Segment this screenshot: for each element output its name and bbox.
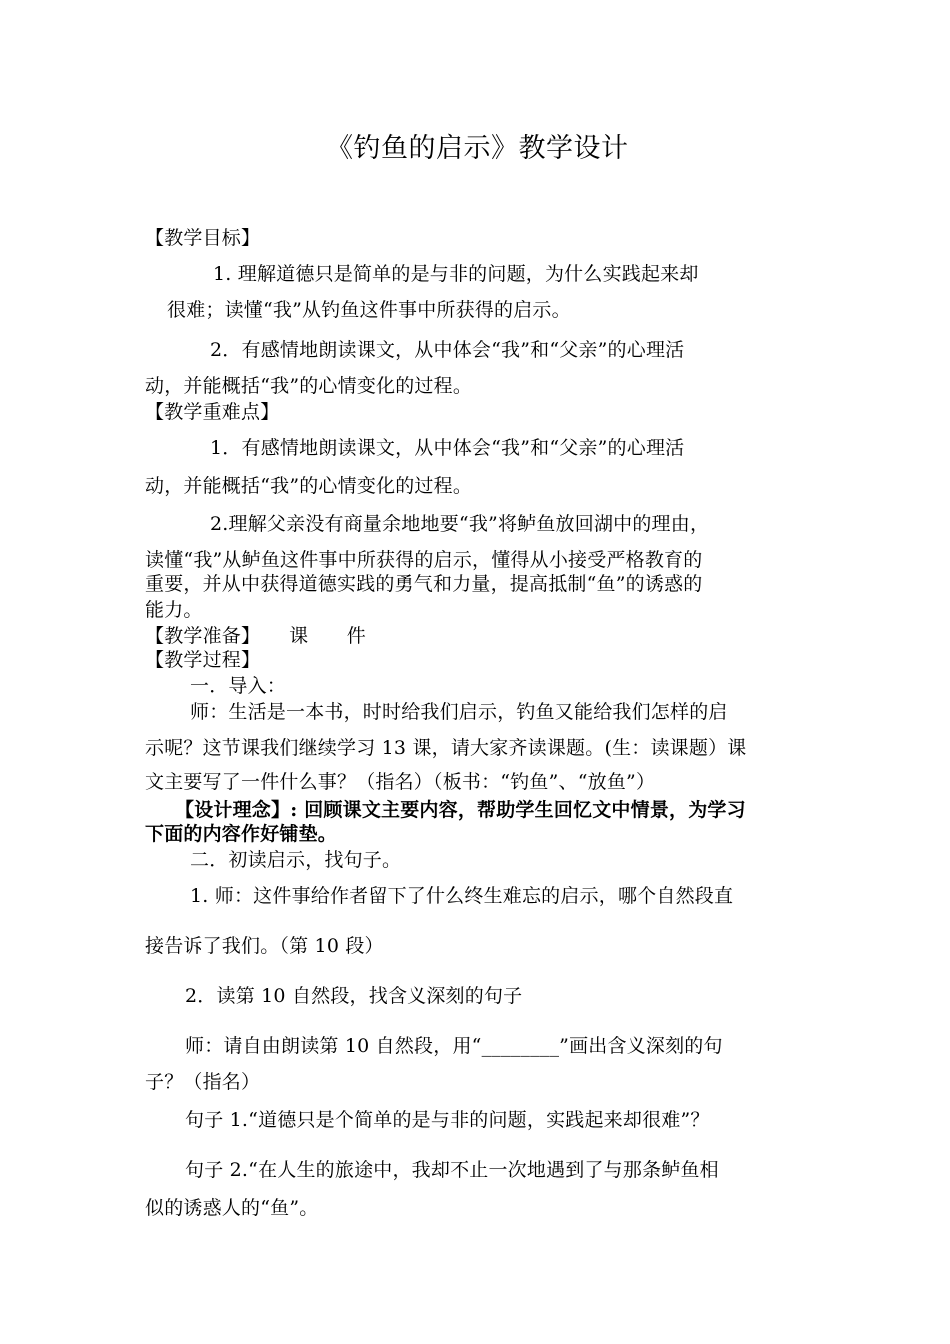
paragraph-line: 1. 理解道德只是简单的是与非的问题，为什么实践起来却 [213, 263, 699, 285]
subheading-intro: 一．导入： [190, 675, 287, 697]
paragraph-line: 2．有感情地朗读课文，从中体会“我”和“父亲”的心理活 [210, 339, 685, 361]
paragraph-line: 1．有感情地朗读课文，从中体会“我”和“父亲”的心理活 [210, 437, 685, 459]
paragraph-line: 句子 2.“在人生的旅途中，我却不止一次地遇到了与那条鲈鱼相 [185, 1159, 719, 1181]
paragraph-line: 师：生活是一本书，时时给我们启示，钓鱼又能给我们怎样的启 [190, 701, 728, 723]
section-heading-preparation: 【教学准备】 课 件 [145, 625, 366, 647]
paragraph-line: 子？（指名） [145, 1071, 261, 1093]
paragraph-line: 2．读第 10 自然段，找含义深刻的句子 [185, 985, 523, 1007]
paragraph-line: 示呢？这节课我们继续学习 13 课，请大家齐读课题。(生：读课题）课 [145, 737, 747, 759]
paragraph-line: 1. 师：这件事给作者留下了什么终生难忘的启示，哪个自然段直 [190, 885, 734, 907]
paragraph-line: 文主要写了一件什么事？（指名）（板书：“钓鱼”、“放鱼”） [145, 771, 656, 793]
section-heading-goals: 【教学目标】 [145, 227, 261, 249]
design-concept-line: 下面的内容作好铺垫。 [145, 823, 338, 845]
document-title: 《钓鱼的启示》教学设计 [326, 133, 629, 164]
paragraph-line: 接告诉了我们。（第 10 段） [145, 935, 384, 957]
paragraph-line: 动，并能概括“我”的心情变化的过程。 [145, 375, 473, 397]
subheading-first-reading: 二．初读启示，找句子。 [190, 849, 402, 871]
paragraph-line: 2.理解父亲没有商量余地地要“我”将鲈鱼放回湖中的理由， [210, 513, 710, 535]
paragraph-line: 似的诱惑人的“鱼”。 [145, 1197, 319, 1219]
section-heading-key-points: 【教学重难点】 [145, 401, 280, 423]
paragraph-line: 句子 1.“道德只是个简单的是与非的问题，实践起来却很难”？ [185, 1109, 710, 1131]
design-concept-line: 【设计理念】: 回顾课文主要内容，帮助学生回忆文中情景，为学习 [175, 799, 746, 821]
paragraph-line: 动，并能概括“我”的心情变化的过程。 [145, 475, 473, 497]
paragraph-line: 重要，并从中获得道德实践的勇气和力量，提高抵制“鱼”的诱惑的 [145, 573, 703, 595]
section-heading-process: 【教学过程】 [145, 649, 261, 671]
paragraph-line: 师：请自由朗读第 10 自然段，用“________”画出含义深刻的句 [185, 1035, 723, 1057]
paragraph-line: 读懂“我”从鲈鱼这件事中所获得的启示，懂得从小接受严格教育的 [145, 549, 703, 571]
paragraph-line: 很难；读懂“我”从钓鱼这件事中所获得的启示。 [167, 299, 571, 321]
paragraph-line: 能力。 [145, 599, 203, 621]
